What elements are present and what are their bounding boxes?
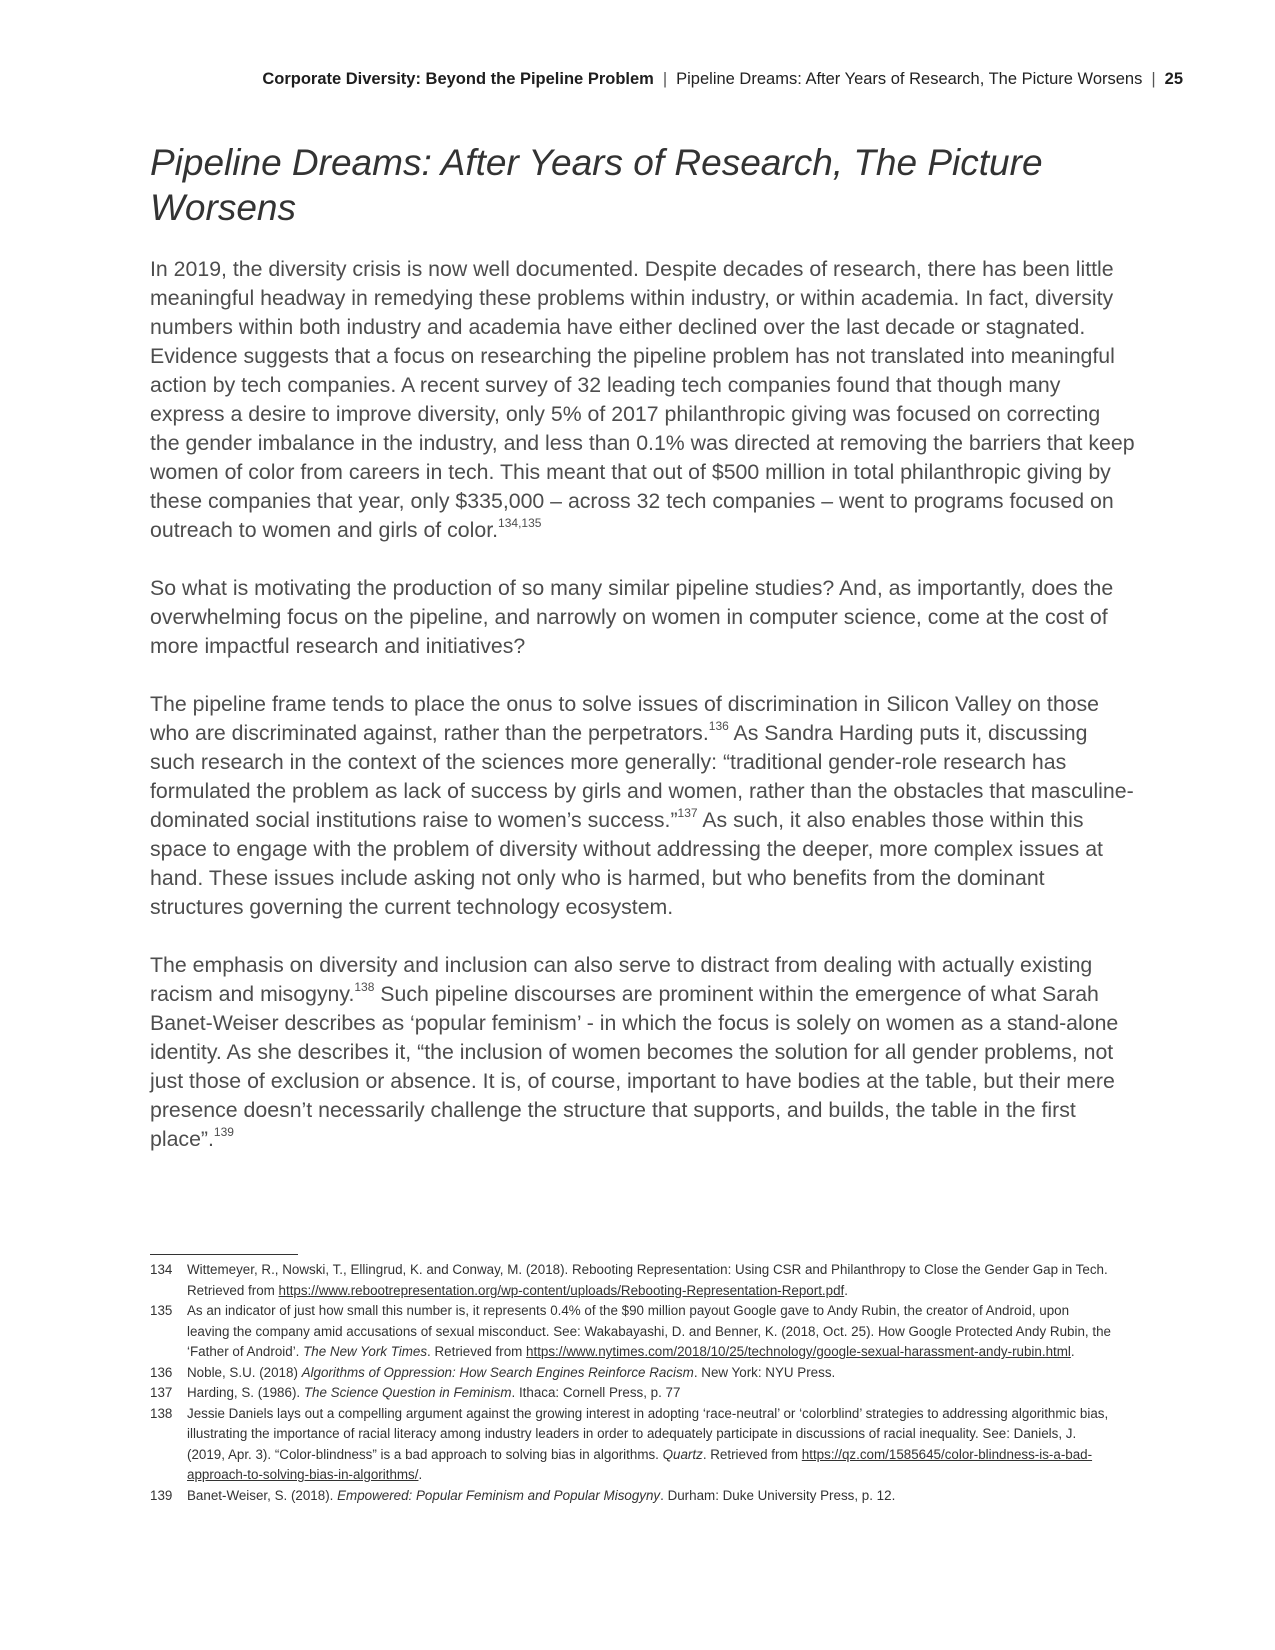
footnote-body: Harding, S. (1986). xyxy=(187,1385,304,1400)
footnote-text xyxy=(187,1363,1115,1384)
footnote-link[interactable]: https://qz.com/1585645/color-blindness-is-a-bad-approach-to-solving-bias-in-algorithms/ xyxy=(187,1446,1093,1482)
section-title: Pipeline Dreams: After Years of Research, The Picture Worsens xyxy=(676,70,1143,88)
body-text xyxy=(150,255,1135,1183)
footnote-divider xyxy=(150,1254,298,1255)
footnote-end: . New York: NYU Press. xyxy=(693,1364,836,1380)
footnote-source: Empowered: Popular Feminism and Popular Misogyny xyxy=(337,1487,661,1503)
paragraph-text: The emphasis on diversity and inclusion can also serve to distract from dealing with actually existing racism and misogyny. xyxy=(150,953,1093,1006)
footnote xyxy=(150,1486,1115,1507)
footnote-number: 139 xyxy=(150,1487,173,1503)
footnote-source: The Science Question in Feminism xyxy=(303,1385,512,1400)
footnote-source: Algorithms of Oppression: How Search Engines Reinforce Racism xyxy=(301,1364,694,1380)
footnote-body: Banet-Weiser, S. (2018). xyxy=(187,1487,338,1503)
running-header xyxy=(262,70,1183,89)
footnote-body: Noble, S.U. (2018) xyxy=(187,1364,302,1380)
page-title: Pipeline Dreams: After Years of Research, The Picture Worsens xyxy=(150,142,1043,228)
footnote-mid: . Retrieved from xyxy=(427,1344,527,1359)
footnote-ref[interactable]: 137 xyxy=(677,805,698,820)
footnote xyxy=(150,1260,1115,1301)
footnote-number: 138 xyxy=(150,1405,173,1421)
paragraph-text: Such pipeline discourses are prominent within the emergence of what Sarah Banet-Weiser describes as ‘popular feminism’ - in which the focus is solely on women as a stand-alone identity. As she describes it, “the inclusion of women becomes the solution for all gender problems, not just those of exclusion or absence. It is, of course, important to have bodies at the table, but their mere presence doesn’t necessarily challenge the structure that supports, and builds, the table in the first place”. xyxy=(150,982,1119,1151)
footnote-text xyxy=(187,1486,1115,1507)
paragraph-text: In 2019, the diversity crisis is now well documented. Despite decades of research, there has been little meaningful headway in remedying these problems within industry, or within academia. In fact, diversity numbers within both industry and academia have either declined over the last decade or stagnated. Evidence suggests that a focus on researching the pipeline problem has not translated into meaningful action by tech companies. A recent survey of 32 leading tech companies found that though many express a desire to improve diversity, only 5% of 2017 philanthropic giving was focused on correcting the gender imbalance in the industry, and less than 0.1% was directed at removing the barriers that keep women of color from careers in tech. This meant that out of $500 million in total philanthropic giving by these companies that year, only $335,000 – across 32 tech companies – went to programs focused on outreach to women and girls of color. xyxy=(150,257,1135,542)
footnote-mid: . Retrieved from xyxy=(702,1446,802,1462)
footnote-end: . xyxy=(844,1282,848,1298)
paragraph-text: As Sandra Harding puts it, discussing such research in the context of the sciences more generally: “traditional gender-role research has formulated the problem as lack of success by girls and women, rather than the obstacles that masculine-dominated social institutions raise to women’s success.” xyxy=(150,721,1134,832)
page-number: 25 xyxy=(1164,70,1183,88)
footnote-end: . xyxy=(418,1467,423,1482)
footnote-end: . Ithaca: Cornell Press, p. 77 xyxy=(511,1385,681,1400)
footnote-body: Jessie Daniels lays out a compelling argument against the growing interest in adopting ‘race-neutral’ or ‘colorblind’ strategies to addressing algorithmic bias, illustrating the importance of racial literacy among industry leaders in order to adequately participate in discussions of racial inequality. See: Daniels, J. (2019, Apr. 3). “Color-blindness” is a bad approach to solving bias in algorithms. xyxy=(187,1405,1109,1462)
footnote-number: 134 xyxy=(150,1262,173,1277)
paragraph-text: So what is motivating the production of so many similar pipeline studies? And, as importantly, does the overwhelming focus on the pipeline, and narrowly on women in computer science, come at the cost of more impactful research and initiatives? xyxy=(150,576,1114,658)
footnote-text xyxy=(187,1260,1115,1301)
paragraph xyxy=(150,574,1135,661)
header-separator: | xyxy=(662,70,668,88)
footnote-number: 137 xyxy=(150,1385,173,1400)
footnote-text xyxy=(187,1383,1115,1404)
footnote-link[interactable]: https://www.nytimes.com/2018/10/25/technology/google-sexual-harassment-andy-rubin.html xyxy=(526,1344,1071,1359)
footnote-number: 135 xyxy=(150,1303,173,1318)
footnote-ref[interactable]: 138 xyxy=(354,979,375,994)
footnote-ref[interactable]: 136 xyxy=(708,718,729,733)
footnote-ref[interactable]: 134,135 xyxy=(498,515,542,530)
footnote-source: Quartz xyxy=(662,1446,703,1462)
footnote-number: 136 xyxy=(150,1364,173,1380)
footnote xyxy=(150,1383,1115,1404)
footnote-text xyxy=(187,1404,1115,1486)
paragraph xyxy=(150,255,1135,545)
paragraph-text: The pipeline frame tends to place the onus to solve issues of discrimination in Silicon Valley on those who are discriminated against, rather than the perpetrators. xyxy=(150,692,1100,745)
footnotes xyxy=(150,1260,1115,1506)
footnote-ref[interactable]: 139 xyxy=(213,1124,234,1139)
footnote xyxy=(150,1301,1115,1363)
footnote-end: . xyxy=(1070,1344,1075,1359)
footnote-body: Wittemeyer, R., Nowski, T., Ellingrud, K. and Conway, M. (2018). Rebooting Representation: Using CSR and Philanthropy to Close the Gender Gap in Tech. Retrieved from xyxy=(187,1262,1108,1298)
footnote xyxy=(150,1363,1115,1384)
paragraph xyxy=(150,690,1135,922)
report-title: Corporate Diversity: Beyond the Pipeline Problem xyxy=(262,70,654,88)
header-separator: | xyxy=(1151,70,1156,88)
footnote-body: As an indicator of just how small this number is, it represents 0.4% of the $90 million payout Google gave to Andy Rubin, the creator of Android, upon leaving the company amid accusations of sexual misconduct. See: Wakabayashi, D. and Benner, K. (2018, Oct. 25). How Google Protected Andy Rubin, the ‘Father of Android’. xyxy=(187,1303,1111,1359)
footnote-source: The New York Times xyxy=(303,1344,428,1359)
footnote-text xyxy=(187,1301,1115,1363)
paragraph-text: As such, it also enables those within this space to engage with the problem of diversity without addressing the deeper, more complex issues at hand. These issues include asking not only who is harmed, but who benefits from the dominant structures governing the current technology ecosystem. xyxy=(150,808,1103,919)
footnote xyxy=(150,1404,1115,1486)
footnote-end: . Durham: Duke University Press, p. 12. xyxy=(660,1487,896,1503)
paragraph xyxy=(150,951,1135,1154)
footnote-link[interactable]: https://www.rebootrepresentation.org/wp-content/uploads/Rebooting-Representation-Report.pdf xyxy=(278,1282,845,1298)
